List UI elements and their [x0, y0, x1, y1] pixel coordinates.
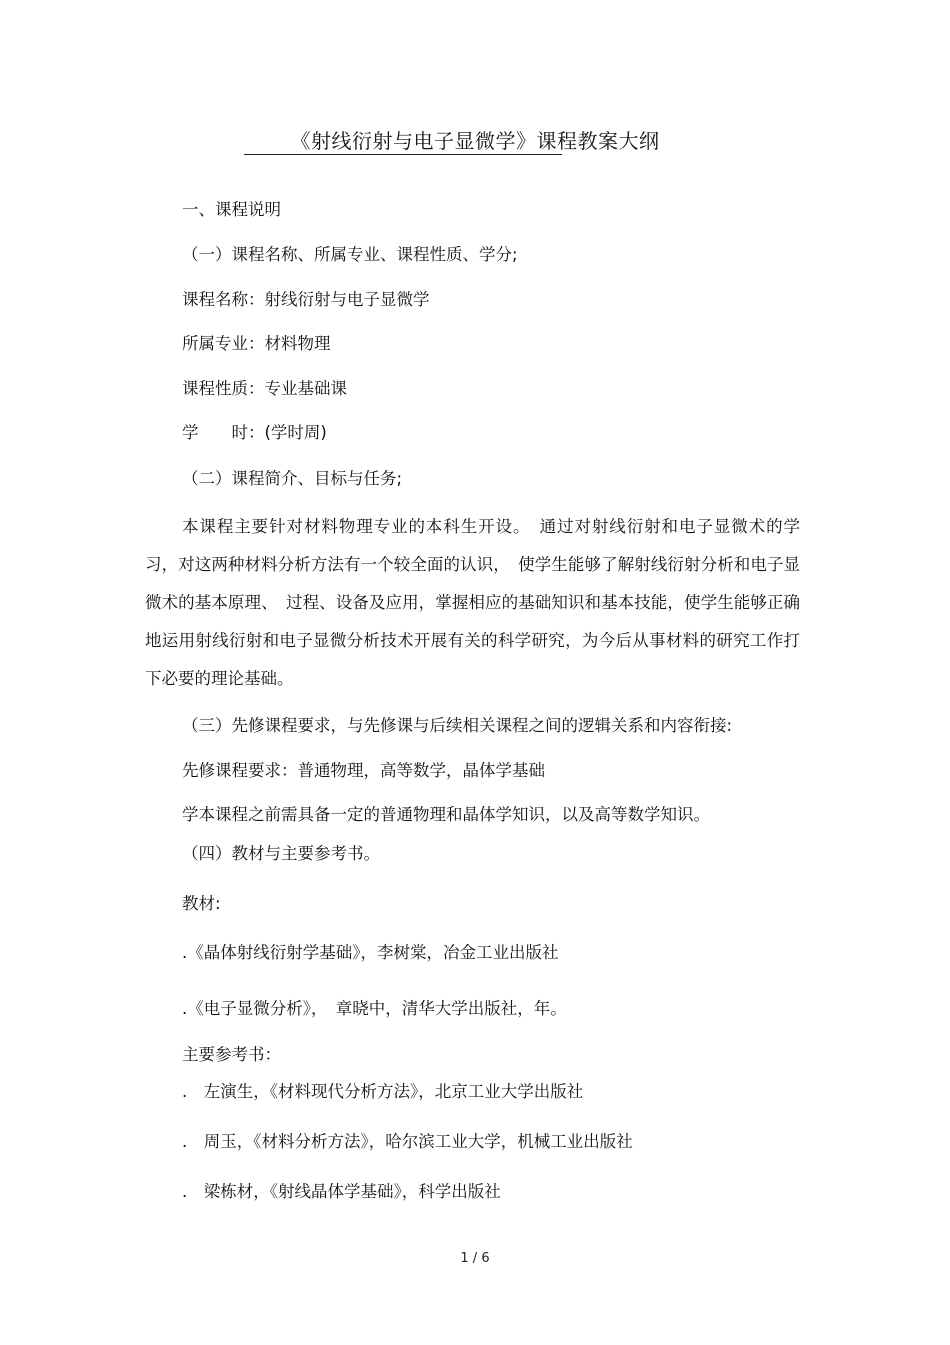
reference-item: . 左演生，《材料现代分析方法》，北京工业大学出版社 — [182, 1082, 584, 1101]
course-hours: 学 时：(学时周) — [182, 423, 327, 442]
textbook-item: .《晶体射线衍射学基础》，李树棠，冶金工业出版社 — [182, 943, 559, 962]
subsection-heading: （一）课程名称、所属专业、课程性质、学分; — [182, 245, 518, 264]
reference-item: . 周玉，《材料分析方法》，哈尔滨工业大学，机械工业出版社 — [182, 1132, 633, 1151]
section-heading: 一、课程说明 — [182, 200, 281, 219]
prerequisites-note: 学本课程之前需具备一定的普通物理和晶体学知识，以及高等数学知识。 — [182, 805, 710, 824]
references-label: 主要参考书： — [182, 1045, 281, 1064]
course-nature: 课程性质：专业基础课 — [182, 379, 347, 398]
subsection-heading: （二）课程简介、目标与任务; — [182, 469, 403, 488]
page-number: 1 / 6 — [460, 1251, 490, 1266]
reference-item: . 梁栋材，《射线晶体学基础》，科学出版社 — [182, 1182, 501, 1201]
textbook-item: .《电子显微分析》， 章晓中，清华大学出版社，年。 — [182, 999, 567, 1018]
subsection-heading: （三）先修课程要求，与先修课与后续相关课程之间的逻辑关系和内容衔接: — [182, 716, 733, 735]
intro-paragraph: 本课程主要针对材料物理专业的本科生开设。 通过对射线衍射和电子显微术的学习，对这两种材料分析方法有一个较全面的认识， 使学生能够了解射线衍射分析和电子显微术的基本原理、 过程、设备及应用，掌握相应的基础知识和基本技能，使学生能够正确地运用射线衍射和电子显微分析技术开展有关的科学研究，为今后从事材料的研究工作打下必要的理论基础。 — [145, 517, 800, 688]
prerequisites: 先修课程要求：普通物理，高等数学，晶体学基础 — [182, 761, 545, 780]
document-title: 《射线衍射与电子显微学》课程教案大纲 — [290, 129, 660, 153]
subsection-heading: （四）教材与主要参考书。 — [182, 844, 380, 863]
title-underline — [244, 154, 562, 155]
course-major: 所属专业：材料物理 — [182, 334, 331, 353]
textbook-label: 教材: — [182, 894, 221, 913]
course-name: 课程名称：射线衍射与电子显微学 — [182, 290, 430, 309]
